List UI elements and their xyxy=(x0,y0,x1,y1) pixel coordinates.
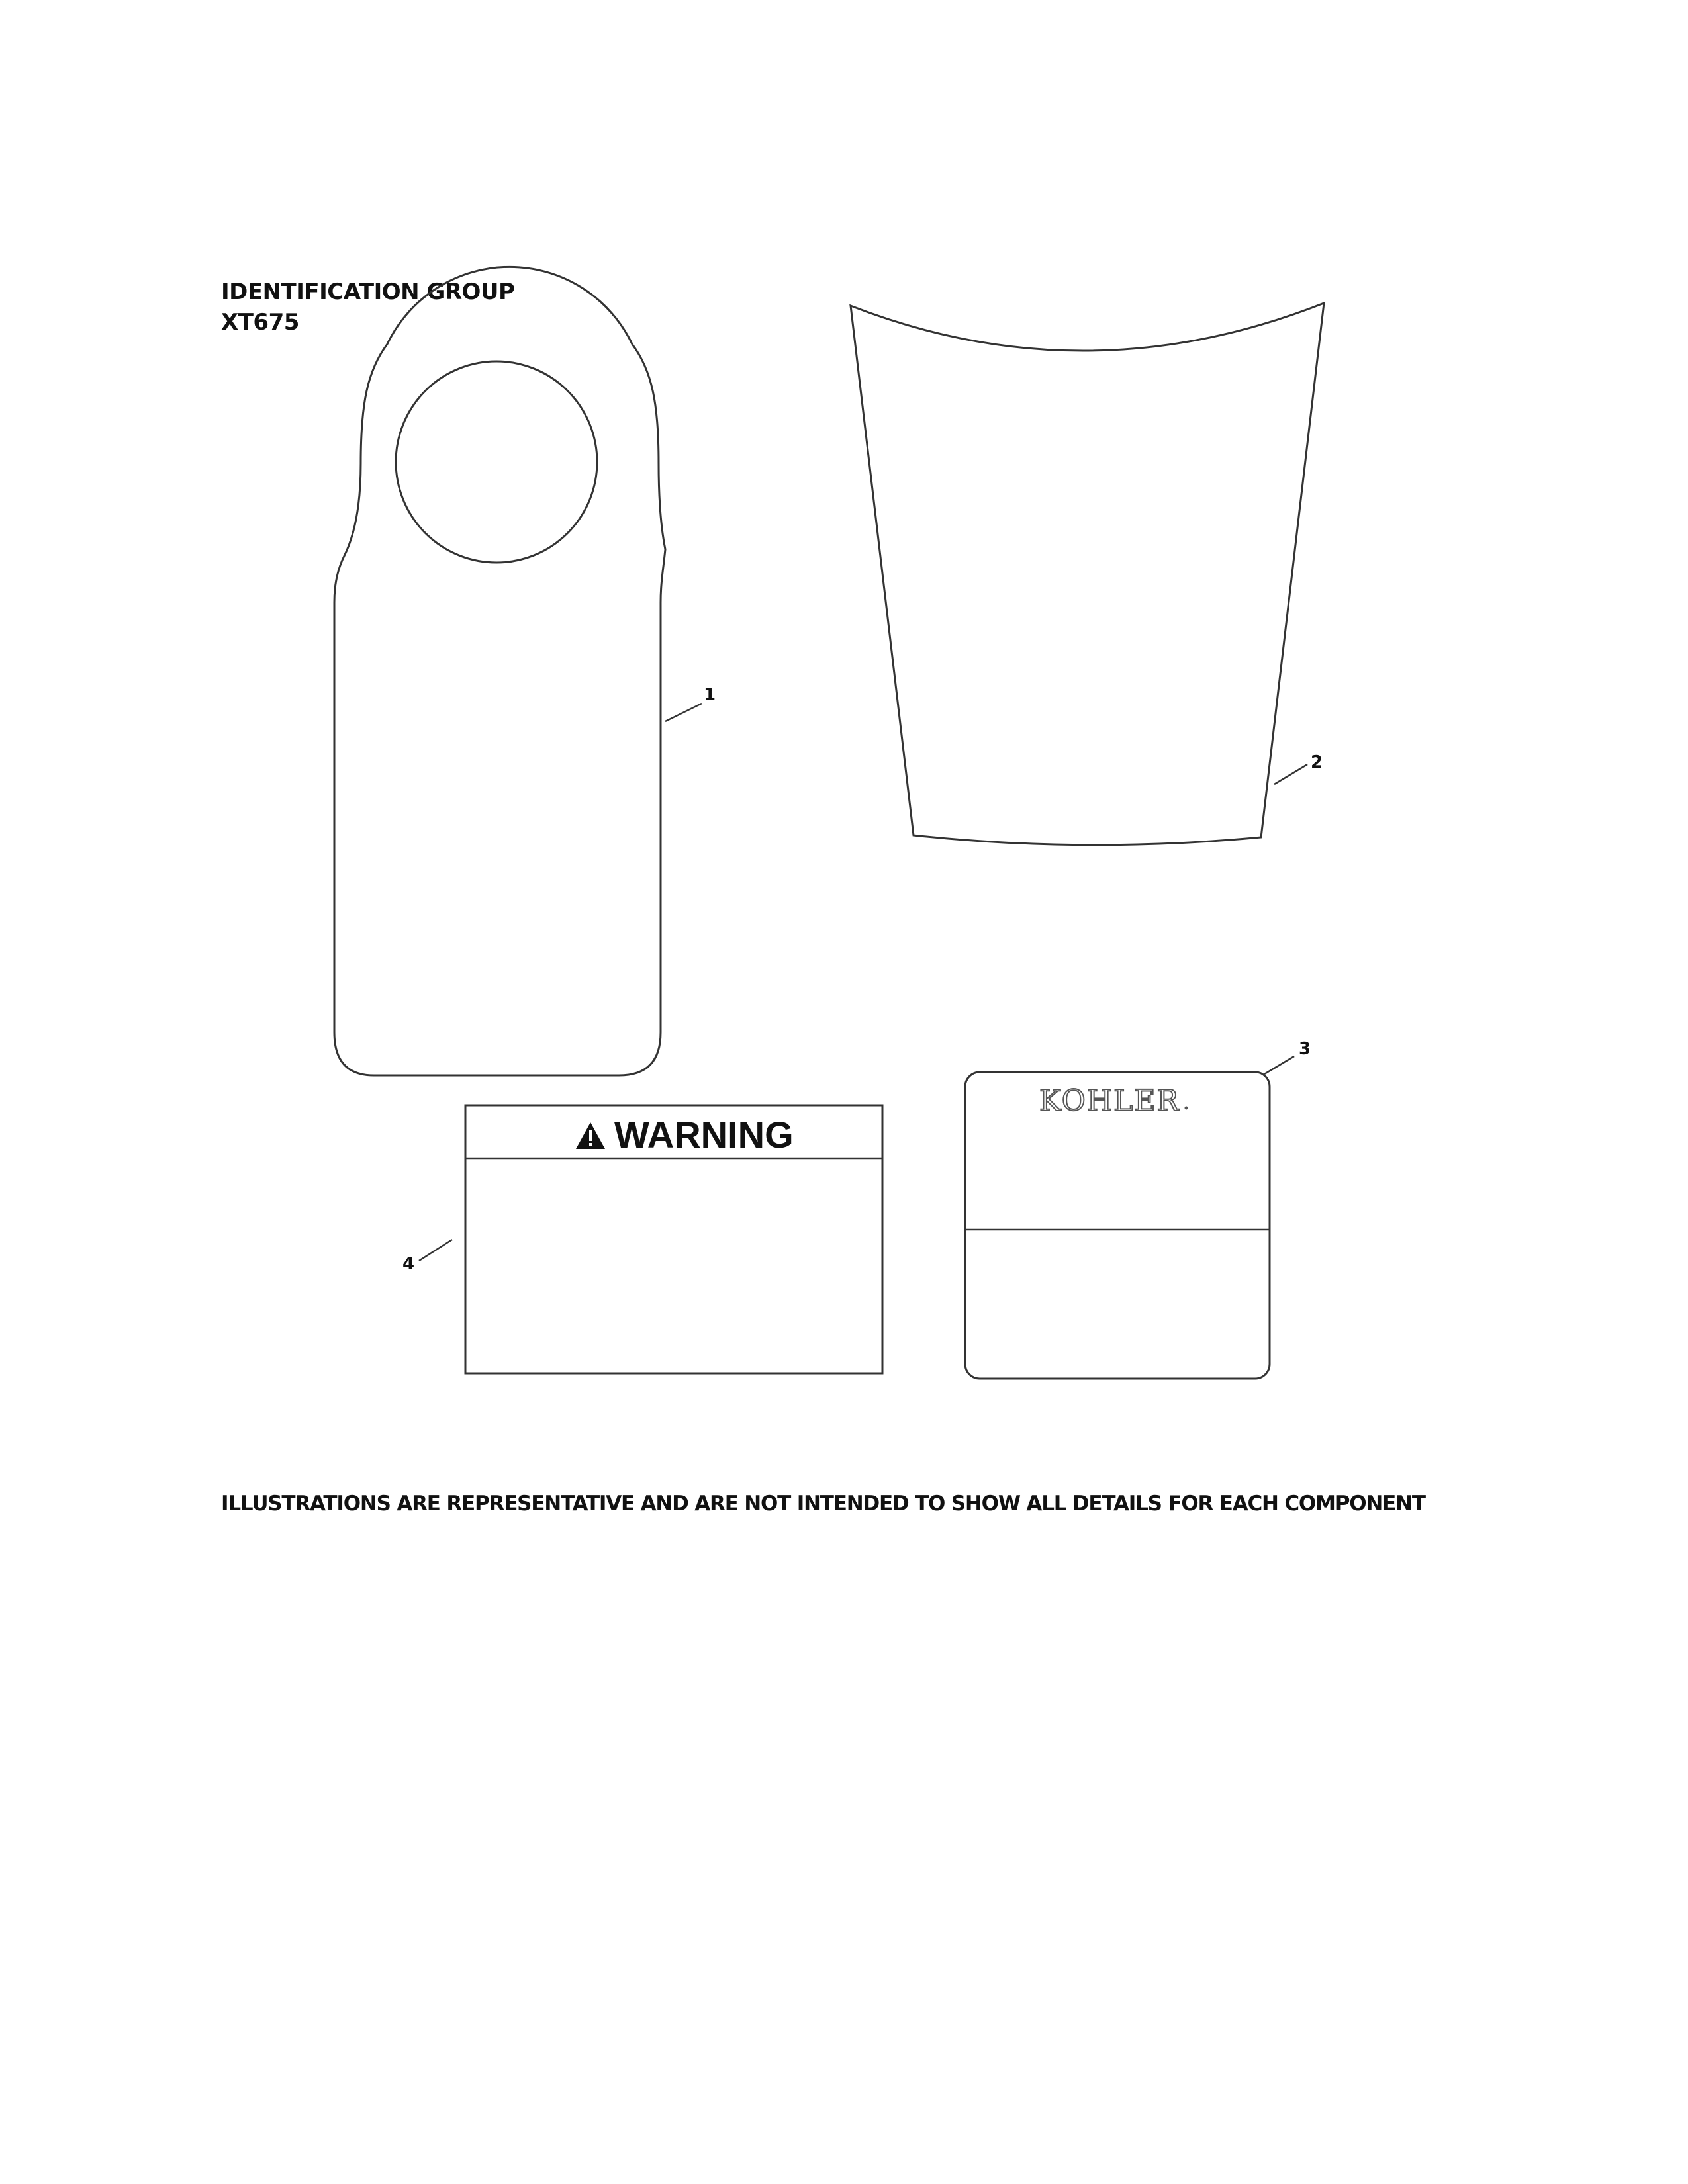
warning-exclamation-dot xyxy=(589,1143,592,1146)
part-1-outline xyxy=(334,267,665,1075)
warning-label: WARNING xyxy=(614,1114,794,1156)
callout-3: 3 xyxy=(1299,1039,1311,1059)
diagram-title: IDENTIFICATION GROUP xyxy=(221,279,515,305)
kohler-logo-text: KOHLER xyxy=(1039,1084,1180,1118)
kohler-registered-mark xyxy=(1185,1107,1188,1110)
callout-leaders xyxy=(419,704,1307,1261)
part-1-decal xyxy=(334,267,665,1075)
part-1-round-window xyxy=(396,361,597,563)
callout-2-leader xyxy=(1274,764,1307,784)
part-3-outline xyxy=(965,1072,1270,1379)
warning-exclamation-icon xyxy=(589,1130,592,1141)
callout-1-leader xyxy=(665,704,702,721)
part-2-decal xyxy=(851,303,1324,845)
callout-2: 2 xyxy=(1311,752,1323,772)
model-number: XT675 xyxy=(221,309,299,336)
part-2-outline xyxy=(851,303,1324,845)
callout-3-leader xyxy=(1264,1056,1294,1074)
callout-4: 4 xyxy=(402,1254,415,1274)
callout-4-leader xyxy=(419,1240,452,1261)
illustration-disclaimer: ILLUSTRATIONS ARE REPRESENTATIVE AND ARE NOT INTENDED TO SHOW ALL DETAILS FOR EACH COMPONENT xyxy=(221,1492,1425,1516)
part-3-kohler-decal xyxy=(965,1072,1270,1379)
callout-1: 1 xyxy=(704,685,716,705)
